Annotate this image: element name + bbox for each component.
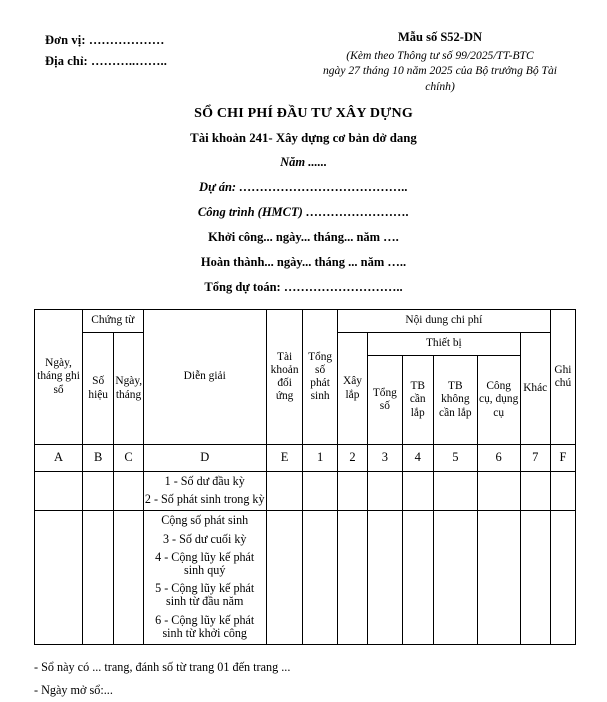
unit-label: Đơn vị: ……………… <box>45 33 165 47</box>
cell-construction-install[interactable] <box>337 511 367 645</box>
cell-record-date[interactable] <box>35 511 83 645</box>
description-item: Cộng số phát sinh <box>161 513 249 528</box>
col-header-total-arising: Tổng số phát sinh <box>303 310 337 445</box>
col-header-note: Ghi chú <box>550 310 575 445</box>
column-code-e: E <box>266 445 303 472</box>
col-group-voucher: Chứng từ <box>83 310 144 333</box>
column-code-4: 4 <box>402 445 433 472</box>
column-code-5: 5 <box>433 445 477 472</box>
col-header-voucher-date: Ngày, tháng <box>114 333 143 445</box>
project-info-block <box>0 180 607 295</box>
column-code-a: A <box>35 445 83 472</box>
cell-description-block-1[interactable] <box>143 472 266 511</box>
cell-tools[interactable] <box>477 511 520 645</box>
cell-note[interactable] <box>550 511 575 645</box>
unit-info-block <box>45 30 167 72</box>
col-header-other: Khác <box>520 333 550 445</box>
project-field: Dự án: ………………………………….. <box>199 180 408 194</box>
document-header <box>0 0 607 100</box>
col-header-record-date: Ngày, tháng ghi sổ <box>35 310 83 445</box>
col-header-construction-install: Xây lắp <box>337 333 367 445</box>
table-row[interactable] <box>35 511 576 645</box>
cell-equipment-need-install[interactable] <box>402 472 433 511</box>
year-field: Năm ...... <box>280 155 327 169</box>
cell-equipment-total[interactable] <box>368 472 402 511</box>
form-reference-line-1: (Kèm theo Thông tư số 99/2025/TT-BTC <box>346 48 534 62</box>
footer-note-open-date: - Ngày mở sổ:... <box>34 683 113 698</box>
description-item: 1 - Số dư đầu kỳ <box>164 474 245 488</box>
cell-corresponding-account[interactable] <box>266 472 303 511</box>
total-estimate-field: Tổng dự toán: ……………………….. <box>204 280 403 294</box>
description-item: 6 - Cộng lũy kế phát sinh từ khởi công <box>155 612 255 640</box>
cell-equipment-total[interactable] <box>368 511 402 645</box>
document-title-block <box>0 106 607 170</box>
col-header-voucher-number: Số hiệu <box>83 333 114 445</box>
column-code-6: 6 <box>477 445 520 472</box>
page-subtitle: Tài khoản 241- Xây dựng cơ bản dở dang <box>190 131 417 145</box>
cell-equipment-no-install[interactable] <box>433 472 477 511</box>
page-title: SỔ CHI PHÍ ĐẦU TƯ XÂY DỰNG <box>194 106 413 121</box>
cell-total-arising[interactable] <box>303 472 337 511</box>
ledger-table <box>34 309 576 645</box>
form-reference-line-3: chính) <box>425 79 455 93</box>
column-code-row <box>35 445 576 472</box>
form-code-block <box>290 30 590 94</box>
col-header-corresponding-account: Tài khoản đối ứng <box>266 310 303 445</box>
cell-corresponding-account[interactable] <box>266 511 303 645</box>
cell-other[interactable] <box>520 472 550 511</box>
ledger-table-body <box>35 472 576 645</box>
column-code-2: 2 <box>337 445 367 472</box>
description-item: 2 - Số phát sinh trong kỳ <box>144 492 265 507</box>
cell-description-block-2[interactable] <box>143 511 266 645</box>
header-row-group-1 <box>35 310 576 333</box>
cell-tools[interactable] <box>477 472 520 511</box>
col-header-equipment-no-install: TB không cần lắp <box>433 356 477 445</box>
col-group-expense-content: Nội dung chi phí <box>337 310 550 333</box>
col-header-description: Diễn giải <box>143 310 266 445</box>
footer-note-pages: - Sổ này có ... trang, đánh số từ trang 01 đến trang ... <box>34 660 291 675</box>
cell-note[interactable] <box>550 472 575 511</box>
cell-voucher-date[interactable] <box>114 472 143 511</box>
description-item: 3 - Số dư cuối kỳ <box>162 531 247 546</box>
address-label: Địa chỉ: ………..…….. <box>45 54 167 68</box>
cell-other[interactable] <box>520 511 550 645</box>
footer-notes <box>0 656 607 702</box>
column-code-f: F <box>550 445 575 472</box>
column-code-d: D <box>143 445 266 472</box>
column-code-c: C <box>114 445 143 472</box>
cell-record-date[interactable] <box>35 472 83 511</box>
column-code-1: 1 <box>303 445 337 472</box>
cell-voucher-number[interactable] <box>83 511 114 645</box>
ledger-table-wrapper <box>0 309 607 645</box>
cell-equipment-no-install[interactable] <box>433 511 477 645</box>
column-code-b: B <box>83 445 114 472</box>
description-item: 4 - Cộng lũy kế phát sinh quý <box>155 549 255 578</box>
cell-equipment-need-install[interactable] <box>402 511 433 645</box>
construction-field: Công trình (HMCT) ……………………. <box>197 205 410 219</box>
form-code: Mẫu số S52-DN <box>397 30 483 44</box>
cell-voucher-number[interactable] <box>83 472 114 511</box>
ledger-table-head <box>35 310 576 472</box>
col-group-equipment: Thiết bị <box>368 333 520 356</box>
column-code-7: 7 <box>520 445 550 472</box>
cell-voucher-date[interactable] <box>114 511 143 645</box>
start-date-field: Khởi công... ngày... tháng... năm …. <box>208 230 399 244</box>
column-code-3: 3 <box>368 445 402 472</box>
cell-total-arising[interactable] <box>303 511 337 645</box>
description-item: 5 - Cộng lũy kế phát sinh từ đầu năm <box>155 581 255 609</box>
cell-construction-install[interactable] <box>337 472 367 511</box>
finish-date-field: Hoàn thành... ngày... tháng ... năm ….. <box>200 255 407 269</box>
table-row[interactable] <box>35 472 576 511</box>
col-header-equipment-need-install: TB cần lắp <box>402 356 433 445</box>
form-reference-line-2: ngày 27 tháng 10 năm 2025 của Bộ trưởng Bộ Tài <box>322 64 558 77</box>
col-header-tools: Công cụ, dụng cụ <box>477 356 520 445</box>
col-header-equipment-total: Tổng số <box>368 356 402 445</box>
